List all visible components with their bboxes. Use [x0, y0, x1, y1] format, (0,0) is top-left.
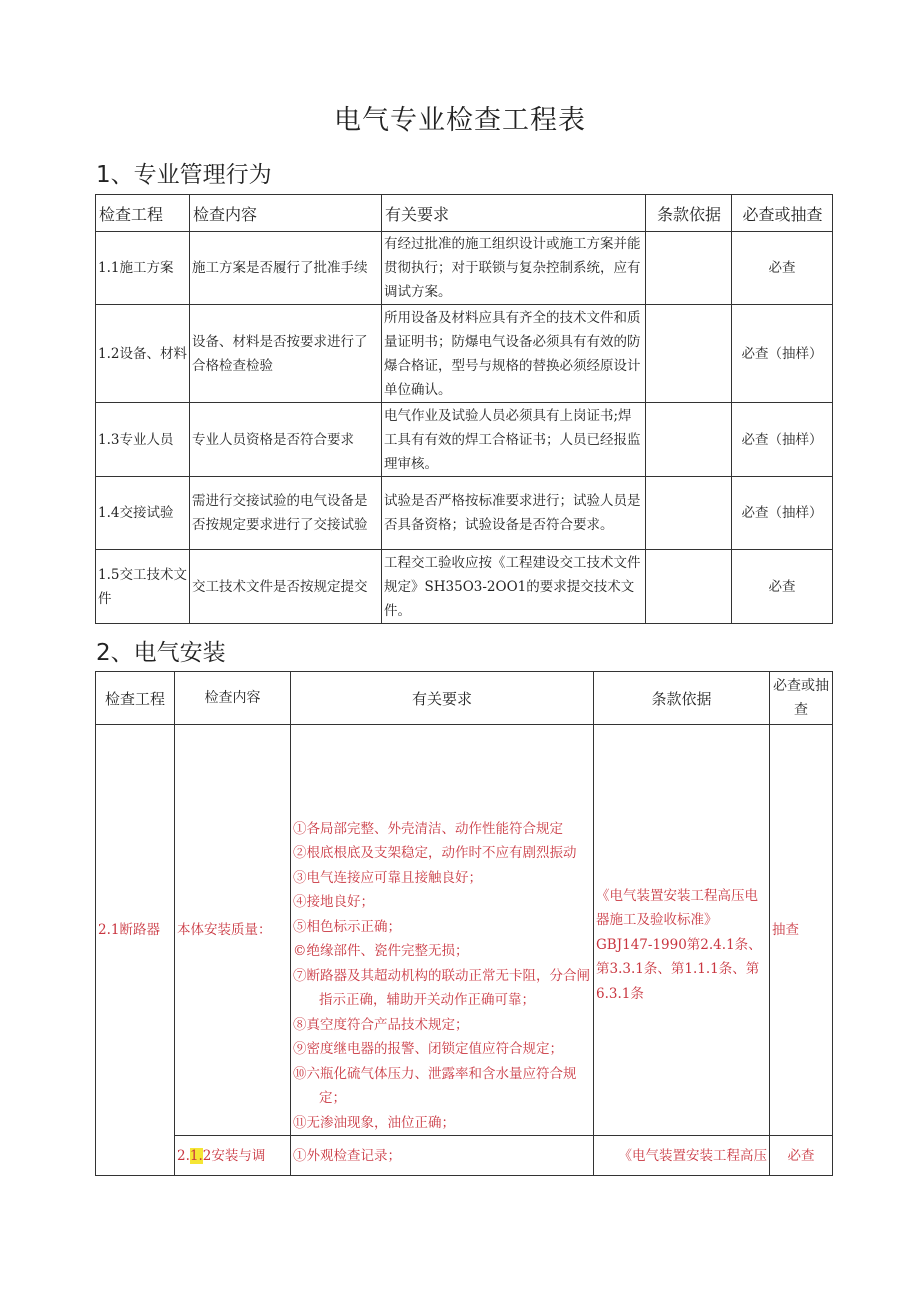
- list-item: ⑪无渗油现象，油位正确；: [293, 1114, 455, 1131]
- row-content: 交工技术文件是否按规定提交: [190, 550, 382, 624]
- header-check: 必查或抽查: [732, 195, 833, 232]
- row-requirement: 有经过批准的施工组织设计或施工方案并能贯彻执行；对于联锁与复杂控制系统，应有调试方案。: [382, 232, 646, 305]
- requirement-list: [293, 817, 591, 1136]
- row-content: 设备、材料是否按要求进行了合格检查检验: [190, 305, 382, 403]
- row-check: 必查: [770, 1136, 833, 1176]
- content-suffix: 2安装与调: [202, 1148, 266, 1164]
- header-item: 检查工程: [96, 672, 175, 725]
- row-check: 必查（抽样）: [732, 403, 833, 477]
- table-header-row: [96, 195, 833, 232]
- row-requirement: ①外观检查记录；: [291, 1136, 594, 1176]
- table-row: [96, 550, 833, 624]
- row-check: 必查: [732, 232, 833, 305]
- row-content: 本体安装质量：: [175, 725, 291, 1136]
- header-item: 检查工程: [96, 195, 190, 232]
- row-content: 专业人员资格是否符合要求: [190, 403, 382, 477]
- section-heading-management: 1、专业管理行为: [96, 162, 272, 188]
- row-check: 必查（抽样）: [732, 305, 833, 403]
- list-item: ⑤相色标示正确；: [293, 918, 401, 935]
- table-row: [96, 305, 833, 403]
- row-basis: 《电气装置安装工程高压: [594, 1136, 770, 1176]
- content-prefix: 2.: [177, 1148, 190, 1164]
- list-item: ⑦断路器及其超动机构的联动正常无卡阻，分合闸指示正确，辅助开关动作正确可靠；: [293, 967, 590, 1008]
- row-basis: [646, 477, 732, 550]
- list-item: ⑧真空度符合产品技术规定；: [293, 1016, 469, 1033]
- header-requirement: 有关要求: [382, 195, 646, 232]
- installation-table: [95, 671, 833, 1176]
- row-check: 抽查: [770, 725, 833, 1136]
- list-item: ④接地良好；: [293, 894, 374, 910]
- header-basis: 条款依据: [594, 672, 770, 725]
- list-item: ①各局部完整、外壳清洁、动作性能符合规定: [293, 820, 563, 837]
- row-basis: [646, 403, 732, 477]
- row-item: 1.1施工方案: [96, 232, 190, 305]
- list-item: ③电气连接应可靠且接触良好；: [293, 869, 482, 886]
- header-content: 检查内容: [175, 672, 291, 725]
- row-basis: [646, 305, 732, 403]
- header-check: 必查或抽查: [770, 672, 833, 725]
- row-content: 需进行交接试验的电气设备是否按规定要求进行了交接试验: [190, 477, 382, 550]
- table-row: [96, 725, 833, 1136]
- row-requirement: 工程交工验收应按《工程建设交工技术文件规定》SH35O3-2OO1的要求提交技术文件。: [382, 550, 646, 624]
- row-basis: [646, 550, 732, 624]
- row-basis: [646, 232, 732, 305]
- table-row: [96, 403, 833, 477]
- row-check: 必查（抽样）: [732, 477, 833, 550]
- management-table: [95, 194, 833, 624]
- list-item: ©绝缘部件、瓷件完整无损；: [293, 943, 469, 959]
- row-item: 1.5交工技术文件: [96, 550, 190, 624]
- section-heading-installation: 2、电气安装: [96, 640, 226, 666]
- row-item: 1.3专业人员: [96, 403, 190, 477]
- row-content: [175, 1136, 291, 1176]
- header-content: 检查内容: [190, 195, 382, 232]
- header-basis: 条款依据: [646, 195, 732, 232]
- table-row: [96, 477, 833, 550]
- row-item: 1.2设备、材料: [96, 305, 190, 403]
- list-item: ⑨密度继电器的报警、闭锁定值应符合规定；: [293, 1041, 563, 1057]
- table-row: [96, 1136, 833, 1176]
- breaker-item: [96, 725, 175, 1176]
- table-header-row: [96, 672, 833, 725]
- row-requirement: 试验是否严格按标准要求进行；试验人员是否具备资格；试验设备是否符合要求。: [382, 477, 646, 550]
- table-row: [96, 232, 833, 305]
- row-basis: 《电气装置安装工程高压电器施工及验收标准》GBJ147-1990第2.4.1条、第3.3.1条、第1.1.1条、第6.3.1条: [594, 725, 770, 1136]
- row-check: 必查: [732, 550, 833, 624]
- page-title: 电气专业检查工程表: [334, 105, 586, 136]
- row-requirement: [291, 725, 594, 1136]
- list-item: ②根底根底及支架稳定，动作时不应有剧烈振动: [293, 845, 577, 861]
- header-requirement: 有关要求: [291, 672, 594, 725]
- row-content: 施工方案是否履行了批准手续: [190, 232, 382, 305]
- list-item: ⑩六瓶化硫气体压力、泄露率和含水量应符合规定；: [293, 1065, 577, 1106]
- row-item: 1.4交接试验: [96, 477, 190, 550]
- row-requirement: 电气作业及试验人员必须具有上岗证书;焊工具有有效的焊工合格证书；人员已经报监理审核。: [382, 403, 646, 477]
- highlight-mark: 1.: [189, 1148, 203, 1164]
- row-requirement: 所用设备及材料应具有齐全的技术文件和质量证明书；防爆电气设备必须具有有效的防爆合格证，型号与规格的替换必须经原设计单位确认。: [382, 305, 646, 403]
- breaker-item-label: 2.1断路器: [98, 921, 160, 938]
